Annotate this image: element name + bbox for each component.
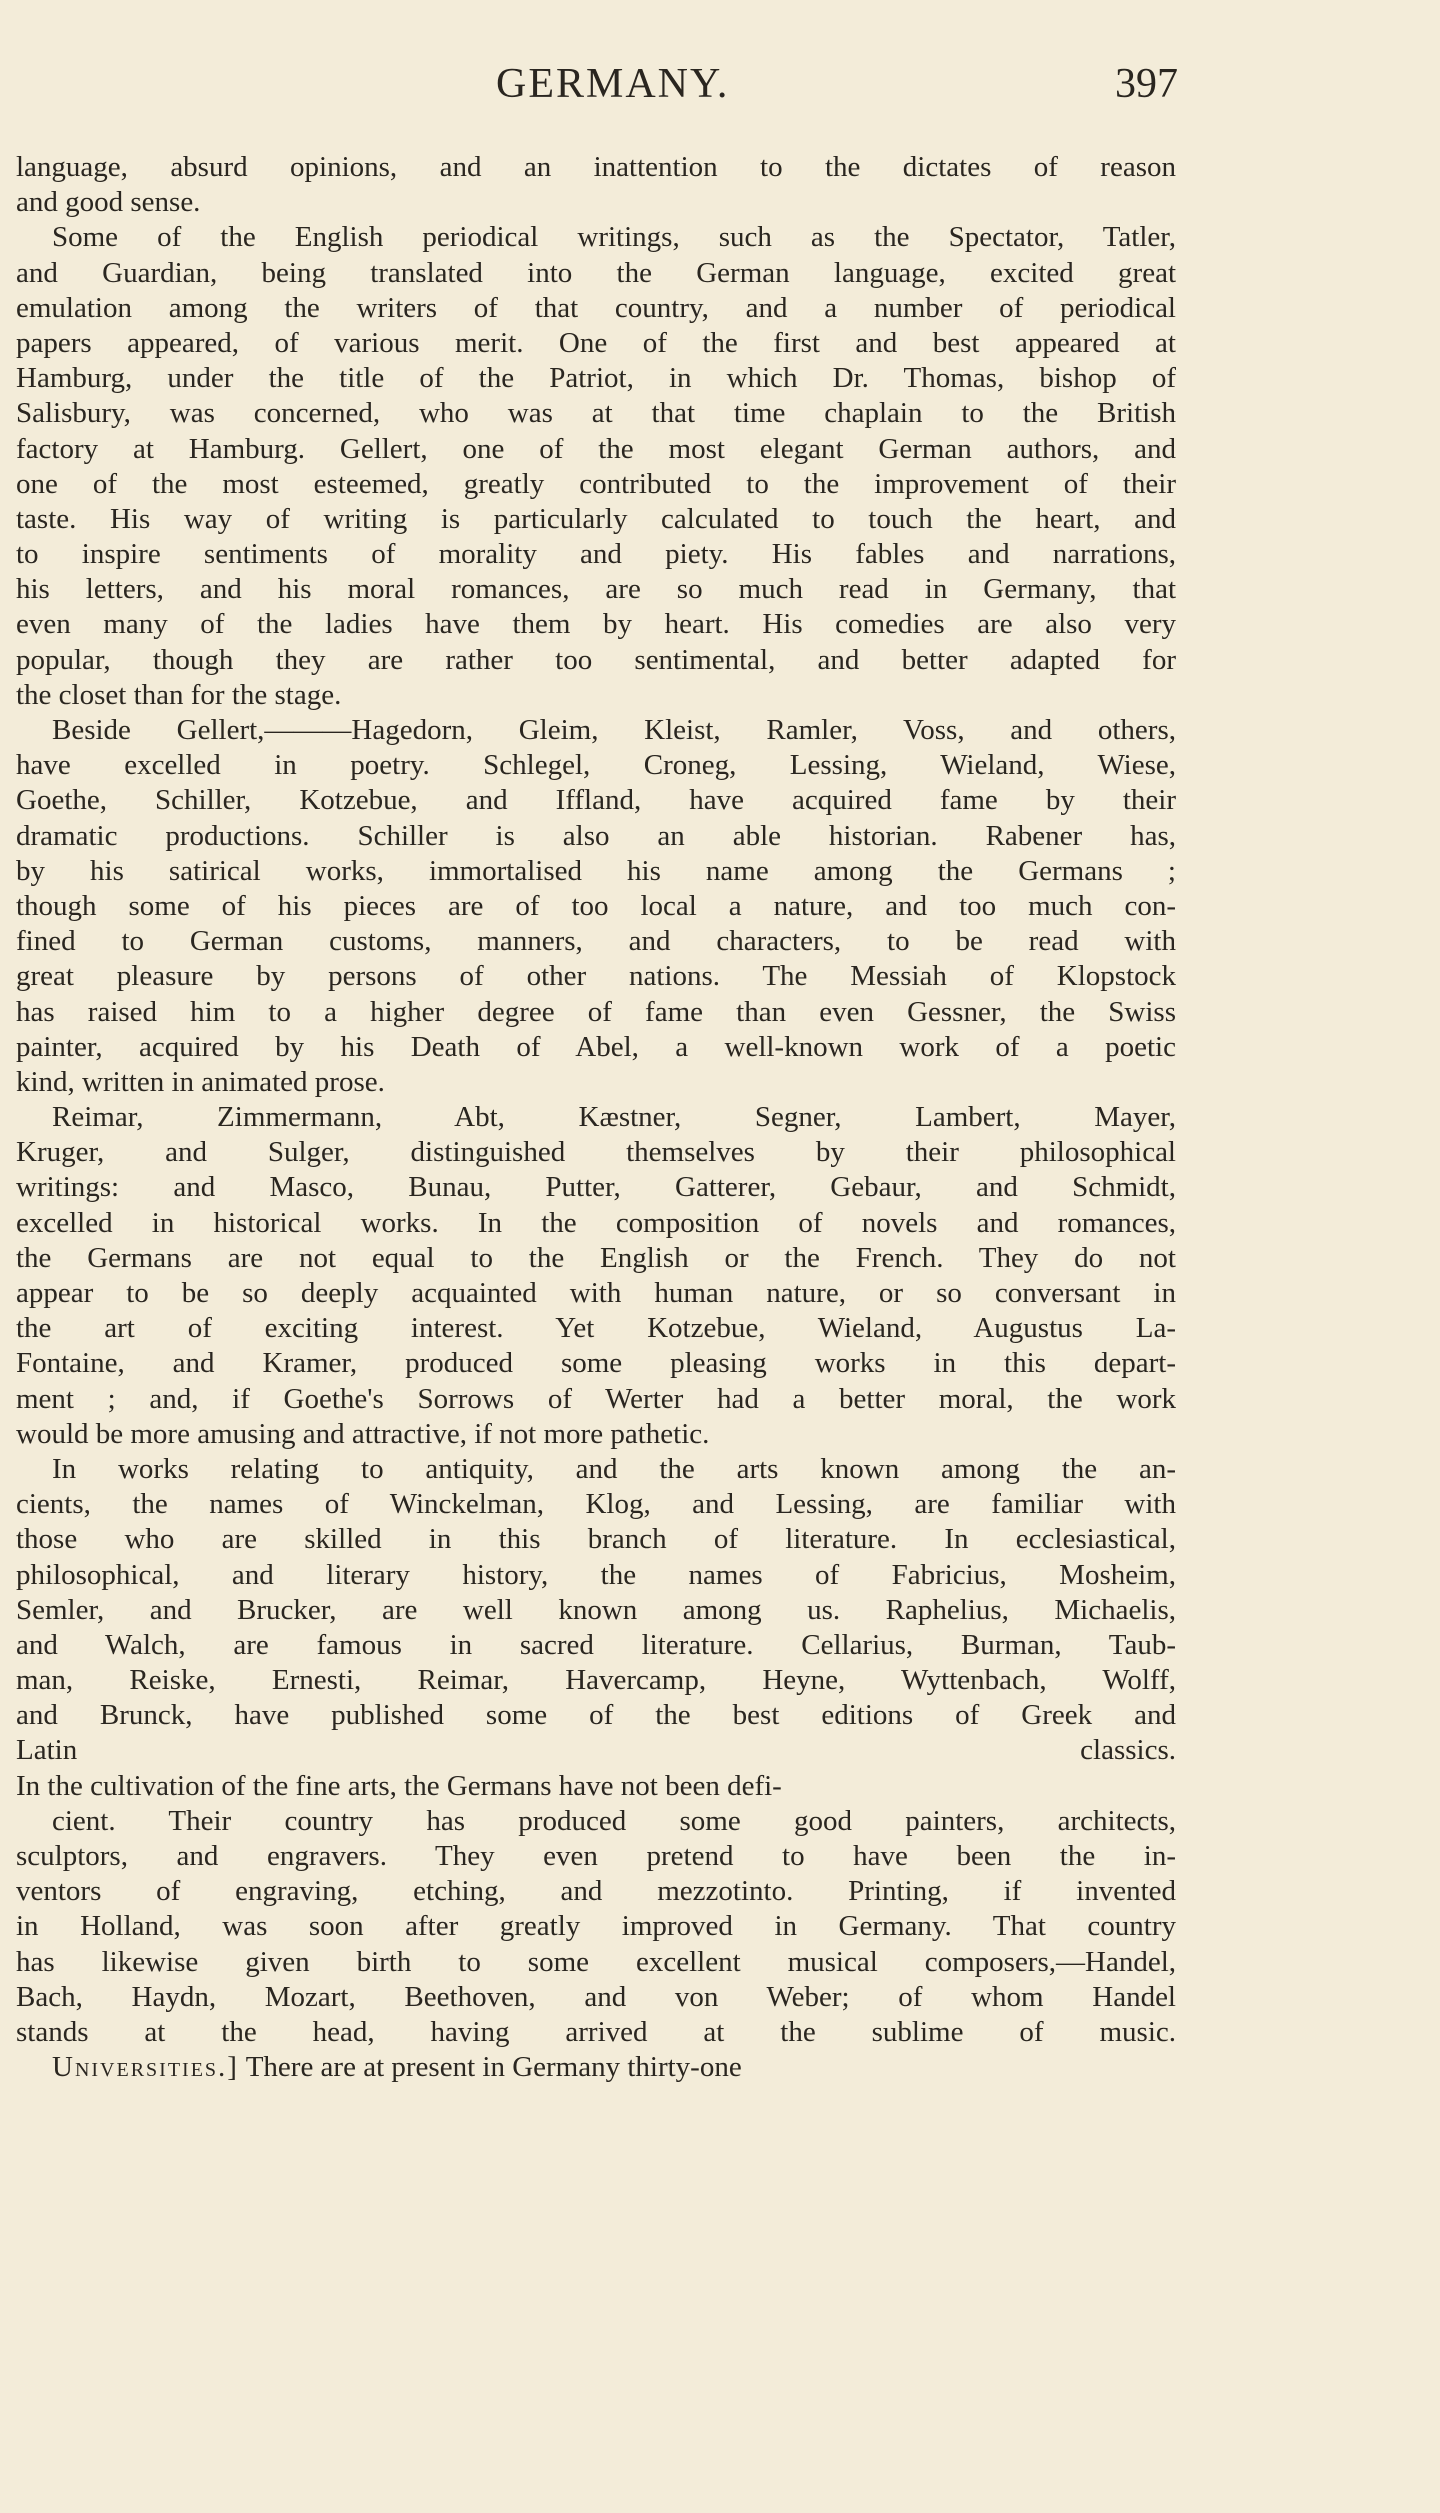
text-line: appear to be so deeply acquainted with human nature, or so conversant in [16, 1277, 1176, 1309]
text-line: cients, the names of Winckelman, Klog, and Lessing, are familiar with [16, 1488, 1176, 1521]
text-line: factory at Hamburg. Gellert, one of the most elegant German authors, and [16, 432, 1176, 465]
text-line: in Holland, was soon after greatly improved in Germany. That country [16, 1910, 1176, 1943]
body-text [16, 150, 1176, 2085]
text-line: and good sense. [16, 186, 201, 219]
text-line: one of the most esteemed, greatly contributed to the improvement of their [16, 467, 1176, 500]
text-line-last [16, 2050, 1176, 2085]
text-line: Latin classics. [16, 1734, 1176, 1767]
text-line: man, Reiske, Ernesti, Reimar, Havercamp, Heyne, Wyttenbach, Wolff, [16, 1664, 1176, 1697]
text-line: stands at the head, having arrived at the sublime of music. [16, 2015, 1176, 2048]
text-line: ventors of engraving, etching, and mezzotinto. Printing, if invented [16, 1875, 1176, 1908]
text-line: Reimar, Zimmermann, Abt, Kæstner, Segner, Lambert, Mayer, [52, 1101, 1176, 1134]
text-line: In works relating to antiquity, and the arts known among the an- [52, 1452, 1176, 1485]
text-line: even many of the ladies have them by heart. His comedies are also very [16, 608, 1176, 641]
text-line: and Walch, are famous in sacred literature. Cellarius, Burman, Taub- [16, 1628, 1176, 1661]
text-line: painter, acquired by his Death of Abel, a well-known work of a poetic [16, 1030, 1176, 1063]
text-line: kind, written in animated prose. [16, 1065, 385, 1098]
text-line: emulation among the writers of that country, and a number of periodical [16, 291, 1176, 324]
text-line: has raised him to a higher degree of fame than even Gessner, the Swiss [16, 995, 1176, 1028]
text-line: In the cultivation of the fine arts, the Germans have not been defi- [16, 1769, 782, 1802]
text-line: writings: and Masco, Bunau, Putter, Gatterer, Gebaur, and Schmidt, [16, 1171, 1176, 1204]
text-line: the art of exciting interest. Yet Kotzebue, Wieland, Augustus La- [16, 1312, 1176, 1345]
text-line: and Brunck, have published some of the best editions of Greek and [16, 1699, 1176, 1732]
text-line: ment ; and, if Goethe's Sorrows of Werter had a better moral, the work [16, 1382, 1176, 1415]
text-line: though some of his pieces are of too local a nature, and too much con- [16, 889, 1176, 922]
text-line: the closet than for the stage. [16, 678, 342, 711]
text-line: cient. Their country has produced some good painters, architects, [52, 1804, 1176, 1837]
text-line: sculptors, and engravers. They even pretend to have been the in- [16, 1840, 1176, 1872]
running-head [0, 58, 1440, 118]
text-line: those who are skilled in this branch of literature. In ecclesiastical, [16, 1523, 1176, 1556]
text-line: by his satirical works, immortalised his name among the Germans ; [16, 854, 1176, 887]
text-line: Goethe, Schiller, Kotzebue, and Iffland, have acquired fame by their [16, 784, 1176, 817]
text-line: Kruger, and Sulger, distinguished themselves by their philosophical [16, 1136, 1176, 1169]
text-line: Salisbury, was concerned, who was at that time chaplain to the British [16, 397, 1176, 430]
text-line: Semler, and Brucker, are well known among us. Raphelius, Michaelis, [16, 1593, 1176, 1626]
text-line: his letters, and his moral romances, are so much read in Germany, that [16, 573, 1176, 606]
text-line: the Germans are not equal to the English or the French. They do not [16, 1241, 1176, 1274]
text-line: and Guardian, being translated into the German language, excited great [16, 256, 1176, 289]
text-line: taste. His way of writing is particularly calculated to touch the heart, and [16, 502, 1176, 535]
text-line: Fontaine, and Kramer, produced some pleasing works in this depart- [16, 1347, 1176, 1380]
text-line: to inspire sentiments of morality and piety. His fables and narrations, [16, 538, 1176, 571]
text-line: has likewise given birth to some excellent musical composers,—Handel, [16, 1945, 1176, 1978]
text-line: Some of the English periodical writings, such as the Spectator, Tatler, [52, 221, 1176, 254]
text-line: great pleasure by persons of other nations. The Messiah of Klopstock [16, 960, 1176, 993]
section-heading: Universities.] [52, 2051, 239, 2084]
text-line: fined to German customs, manners, and characters, to be read with [16, 925, 1176, 958]
text-line: Bach, Haydn, Mozart, Beethoven, and von Weber; of whom Handel [16, 1980, 1176, 2013]
text-line: philosophical, and literary history, the names of Fabricius, Mosheim, [16, 1558, 1176, 1591]
text-line: Hamburg, under the title of the Patriot, in which Dr. Thomas, bishop of [16, 362, 1176, 395]
text-line: language, absurd opinions, and an inattention to the dictates of reason [16, 151, 1176, 183]
page-title: GERMANY. [496, 61, 730, 107]
text-line: papers appeared, of various merit. One of the first and best appeared at [16, 326, 1176, 359]
text-line: excelled in historical works. In the composition of novels and romances, [16, 1206, 1176, 1239]
text-line: popular, though they are rather too sentimental, and better adapted for [16, 643, 1176, 676]
text-line: Beside Gellert,———Hagedorn, Gleim, Kleist, Ramler, Voss, and others, [52, 714, 1176, 746]
text-line: have excelled in poetry. Schlegel, Croneg, Lessing, Wieland, Wiese, [16, 749, 1176, 782]
page-number: 397 [1115, 61, 1178, 107]
text-line: dramatic productions. Schiller is also an able historian. Rabener has, [16, 819, 1176, 852]
section-text: There are at present in Germany thirty-one [238, 2051, 742, 2084]
text-line: would be more amusing and attractive, if not more pathetic. [16, 1417, 710, 1450]
